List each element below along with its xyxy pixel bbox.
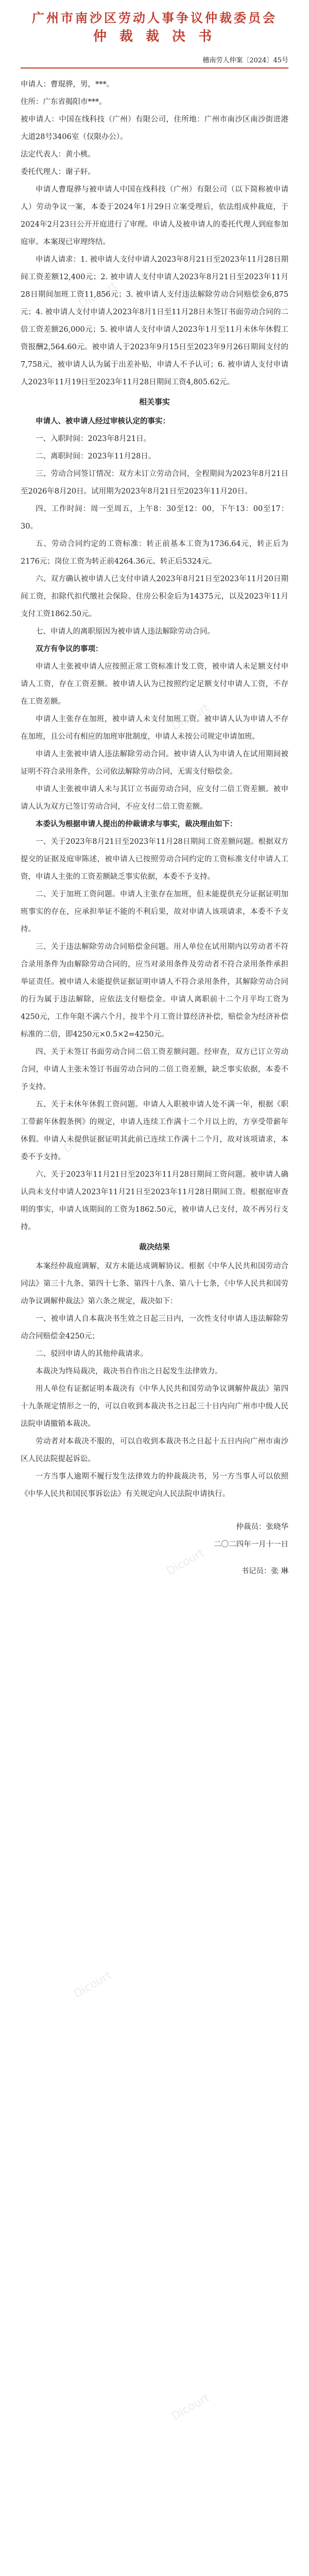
document-type-title: 仲 裁 裁 决 书: [93, 29, 216, 44]
case-number: 穗南劳人仲案〔2024〕45号: [202, 57, 288, 64]
paragraph: 五、劳动合同约定的工资标准：转正前基本工资为1736.64元，转正后为2176元；岗位工资为转正前4264.36元、转正后5324元。: [21, 540, 288, 566]
watermark-text: Dicourt: [77, 279, 119, 311]
arbitrator-signature: 仲裁员：张晓华: [236, 1523, 288, 1531]
paragraph: 七、申请人的离职原因为被申请人违法解除劳动合同。: [36, 628, 215, 636]
paragraph: 四、关于未签订书面劳动合同二倍工资差额问题。经审查，双方已订立劳动合同，申请人主张未签订书面劳动合同的二倍工资差额，缺乏事实依据，本委不予支持。: [21, 1048, 288, 1091]
paragraph: 一、入职时间：2023年8月21日。: [36, 435, 151, 443]
paragraph: 申请人请求：1. 被申请人支付申请人2023年8月21日至2023年11月28日期间工资差额12,400元；2. 被申请人支付申请人2023年8月21日至2023年11月28日期间加班工资11,856元；3. 被申请人支付违法解除劳动合同赔偿金6,875元；4. 被申请人支付申请人2023年8月1日至11月28日未签订书面劳动合同的二倍工资差额26,000元；5. 被申请人支付申请人2023年1月至11月未休年休假工资报酬2,564.60元。被申请人于2023年9月15日至2023年9月26日期间支付的7,758元，被申请人认为属于出差补贴，申请人不予认可；6. 被申请人支付申请人2023年11月19日至2023年11月28日期间工资4,805.62元。: [21, 256, 288, 386]
watermark-text: Dicourt: [72, 1969, 114, 2001]
paragraph: 申请人主张被申请人违法解除劳动合同。被申请人认为申请人在试用期间被证明不符合录用条件，公司依法解除劳动合同，无需支付赔偿金。: [21, 750, 288, 776]
intro-block: [21, 181, 288, 391]
facts-block: [21, 430, 288, 816]
paragraph: 申请人主张被申请人未与其订立书面劳动合同，应支付二倍工资差额。被申请人认为双方已签订劳动合同，不应支付二倍工资差额。: [21, 785, 288, 811]
watermark-text: Dicourt: [164, 1546, 207, 1579]
watermark-text: Dicourt: [169, 701, 212, 734]
party-line: 被申请人：中国在线科技（广州）有限公司，住所地：广州市南沙区南沙街进港大道28号3406室（仅限办公）。: [21, 115, 288, 141]
paragraph: 本案经仲裁庭调解，双方未能达成调解协议。根据《中华人民共和国劳动合同法》第三十九条、第四十七条、第四十八条、第八十七条，《中华人民共和国劳动争议调解仲裁法》第六条之规定，裁决如下：: [21, 1262, 288, 1306]
watermark-text: Dicourt: [169, 2391, 212, 2424]
paragraph: 一、被申请人自本裁决书生效之日起三日内，一次性支付申请人违法解除劳动合同赔偿金4250元；: [21, 1315, 288, 1341]
paragraph: 申请人曹琨骅与被申请人中国在线科技（广州）有限公司（以下简称被申请人）劳动争议一案，本委于2024年1月29日立案受理后，依法组成仲裁庭，于2024年2月23日公开开庭进行了审理。申请人及被申请人的委托代理人到庭参加庭审。本案现已审理终结。: [21, 185, 288, 246]
paragraph: 六、关于2023年11月21日至2023年11月28日期间工资问题。被申请人确认尚未支付申请人2023年11月21日至2023年11月28日期间工资。根据庭审查明的事实，申请人该期间的工资为1862.50元，被申请人已支付，故不再另行支持。: [21, 1171, 288, 1231]
watermark-text: Dicourt: [61, 1124, 104, 1156]
document-issuer-title: 广州市南沙区劳动人事争议仲裁委员会: [32, 10, 277, 25]
signature-block: [21, 1518, 288, 1580]
paragraph: 二、驳回申请人的其他仲裁请求。: [36, 1350, 148, 1358]
ruling-date: 二〇二四年一月十一日: [214, 1540, 288, 1549]
section-heading-decision: 裁决结果: [139, 1242, 170, 1251]
paragraph: 六、双方确认被申请人已支付申请人2023年8月21日至2023年11月20日期间工资，扣除代扣代缴社会保险、住房公积金后为14375元，以及2023年11月支付工资1862.50元。: [21, 575, 288, 618]
paragraph: 一方当事人逾期不履行发生法律效力的仲裁裁决书，另一方当事人可以依照《中华人民共和国民事诉讼法》有关规定向人民法院申请执行。: [21, 1472, 288, 1498]
paragraph: 五、关于未休年休假工资问题。申请人入职被申请人处不满一年，根据《职工带薪年休假条例》的规定，申请人连续工作满十二个月以上的，方享受带薪年休假。申请人未提供证据证明其此前已连续工作满十二个月，故对该项请求，本委不予支持。: [21, 1100, 288, 1161]
parties-block: [21, 76, 288, 181]
section-subheading: 申请人、被申请人经过审核认定的事实：: [36, 417, 170, 426]
section-heading-facts: 相关事实: [139, 397, 170, 406]
paragraph: 二、离职时间：2023年11月28日。: [36, 452, 156, 461]
section-heading-reasoning: 本委认为根据申请人提出的仲裁请求与事实，裁决理由如下：: [36, 820, 237, 828]
paragraph: 三、关于违法解除劳动合同赔偿金问题。用人单位在试用期内以劳动者不符合录用条件为由解除劳动合同的，应当对录用条件及劳动者不符合录用条件承担举证责任。被申请人未能提供证据证明申请人不符合录用条件，其解除劳动合同的行为属于违法解除，应依法支付赔偿金。申请人离职前十二个月平均工资为4250元，工作年限不满六个月，按半个月工资计算经济补偿，赔偿金为经济补偿标准的二倍，即4250元×0.5×2=4250元。: [21, 943, 288, 1039]
section-subheading: 双方有争议的事项：: [36, 645, 103, 653]
paragraph: 四、工作时间：周一至周五，上午8：30至12：00，下午13：00至17：30。: [21, 505, 288, 531]
paragraph: 用人单位有证据证明本裁决有《中华人民共和国劳动争议调解仲裁法》第四十九条规定情形之一的，可以自收到本裁决书之日起三十日内向广州市中级人民法院申请撤销本裁决。: [21, 1385, 288, 1428]
paragraph: 本裁决为终局裁决，裁决书自作出之日起发生法律效力。: [36, 1367, 222, 1376]
paragraph: 劳动者对本裁决不服的，可以自收到本裁决书之日起十五日内向广州市南沙区人民法院提起诉讼。: [21, 1437, 288, 1463]
paragraph: 一、关于2023年8月21日至2023年11月28日期间工资差额问题。根据双方提交的证据及庭审陈述，被申请人已按照劳动合同约定的工资标准支付申请人工资，申请人主张的工资差额缺乏事实依据，本委不予支持。: [21, 838, 288, 881]
decision-block: [21, 1258, 288, 1503]
paragraph: 申请人主张存在加班，被申请人未支付加班工资。被申请人认为申请人不存在加班，且公司有相应的加班审批制度，申请人未按公司规定申请加班。: [21, 715, 288, 741]
party-line: 法定代表人：黄小桃。: [21, 150, 95, 159]
party-line: 委托代理人：谢子轩。: [21, 168, 95, 176]
party-line: 住所：广东省揭阳市***。: [21, 98, 107, 106]
header-divider: [21, 67, 288, 69]
paragraph: 三、劳动合同签订情况：双方未订立劳动合同，全程期间为2023年8月21日至2026年8月20日。试用期为2023年8月21日至2023年11月20日。: [21, 470, 288, 496]
clerk-signature: 书记员：张 琳: [241, 1567, 288, 1575]
reasoning-block: [21, 833, 288, 1236]
paragraph: 申请人主张被申请人应按照正常工资标准计发工资，被申请人未足额支付申请人工资，存在工资差额。被申请人认为已按照约定足额支付申请人工资，不存在工资差额。: [21, 663, 288, 706]
party-line: 申请人：曹琨骅，男，***。: [21, 80, 114, 89]
paragraph: 二、关于加班工资问题。申请人主张存在加班，但未能提供充分证据证明加班事实的存在，应承担举证不能的不利后果，故对申请人该项请求，本委不予支持。: [21, 890, 288, 934]
